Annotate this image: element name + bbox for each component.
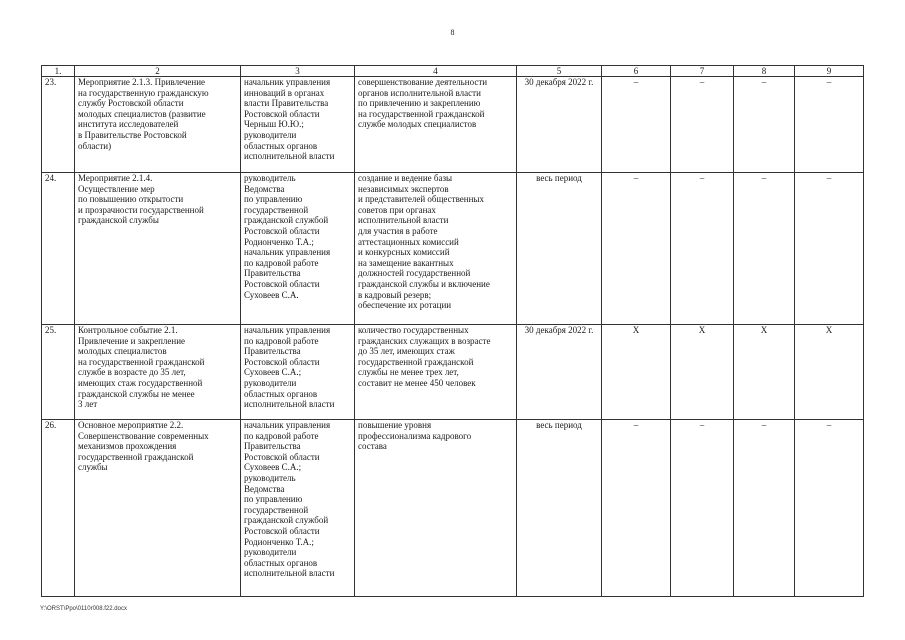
header-cell: 1. <box>42 66 75 77</box>
value-cell: – <box>602 420 671 597</box>
responsible-cell: начальник управления инноваций в органах власти Правительства Ростовской области Черныш Ю.Ю.; руководители областных органов исполнительной власти <box>241 77 355 173</box>
header-cell: 3 <box>241 66 355 77</box>
value-cell: – <box>734 77 795 173</box>
table-row <box>42 77 864 173</box>
file-path-footer: Y:\ORST\Ppo\0110r008.f22.docx <box>40 606 127 612</box>
row-number: 23. <box>42 77 75 173</box>
value-cell: Х <box>671 325 734 420</box>
date-cell: весь период <box>517 173 602 325</box>
value-cell: – <box>795 77 864 173</box>
result-cell: количество государственных гражданских служащих в возрасте до 35 лет, имеющих стаж государственной гражданской службы не менее трех лет, составит не менее 450 человек <box>355 325 517 420</box>
value-cell: – <box>734 420 795 597</box>
value-cell: Х <box>602 325 671 420</box>
responsible-cell: руководитель Ведомства по управлению государственной гражданской службой Ростовской области Родионченко Т.А.; начальник управления по кадровой работе Правительства Ростовской области Суховеев С.А. <box>241 173 355 325</box>
header-cell: 6 <box>602 66 671 77</box>
date-cell: весь период <box>517 420 602 597</box>
row-number: 25. <box>42 325 75 420</box>
table-row <box>42 420 864 597</box>
value-cell: – <box>602 77 671 173</box>
header-cell: 8 <box>734 66 795 77</box>
value-cell: – <box>795 420 864 597</box>
header-cell: 5 <box>517 66 602 77</box>
row-number: 26. <box>42 420 75 597</box>
table-row <box>42 173 864 325</box>
result-cell: повышение уровня профессионализма кадрового состава <box>355 420 517 597</box>
date-cell: 30 декабря 2022 г. <box>517 325 602 420</box>
header-cell: 9 <box>795 66 864 77</box>
event-cell: Мероприятие 2.1.3. Привлечение на государственную гражданскую службу Ростовской области молодых специалистов (развитие института исследователей в Правительстве Ростовской области) <box>75 77 241 173</box>
event-cell: Основное мероприятие 2.2. Совершенствование современных механизмов прохождения государственной гражданской службы <box>75 420 241 597</box>
responsible-cell: начальник управления по кадровой работе Правительства Ростовской области Суховеев С.А.; руководитель Ведомства по управлению государственной гражданской службой Ростовской области Родионченко Т.А.; руководители областных органов исполнительной власти <box>241 420 355 597</box>
value-cell: – <box>671 420 734 597</box>
row-number: 24. <box>42 173 75 325</box>
value-cell: – <box>734 173 795 325</box>
event-cell: Контрольное событие 2.1. Привлечение и закрепление молодых специалистов на государственной гражданской службе в возрасте до 35 лет, имеющих стаж государственной гражданской службы не менее 3 лет <box>75 325 241 420</box>
event-cell: Мероприятие 2.1.4. Осуществление мер по повышению открытости и прозрачности государственной гражданской службы <box>75 173 241 325</box>
value-cell: – <box>602 173 671 325</box>
value-cell: – <box>671 77 734 173</box>
value-cell: – <box>795 173 864 325</box>
header-cell: 4 <box>355 66 517 77</box>
result-cell: совершенствование деятельности органов исполнительной власти по привлечению и закреплению на государственной гражданской службе молодых специалистов <box>355 77 517 173</box>
value-cell: Х <box>734 325 795 420</box>
table-row <box>42 325 864 420</box>
result-cell: создание и ведение базы независимых экспертов и представителей общественных советов при органах исполнительной власти для участия в работе аттестационных комиссий и конкурсных комиссий на замещение вакантных должностей государственной гражданской службы и включение в кадровый резерв; обеспечение их ротации <box>355 173 517 325</box>
page-number: 8 <box>450 28 455 37</box>
responsible-cell: начальник управления по кадровой работе Правительства Ростовской области Суховеев С.А.; руководители областных органов исполнительной власти <box>241 325 355 420</box>
header-cell: 7 <box>671 66 734 77</box>
value-cell: Х <box>795 325 864 420</box>
header-cell: 2 <box>75 66 241 77</box>
plan-table <box>41 65 864 597</box>
date-cell: 30 декабря 2022 г. <box>517 77 602 173</box>
value-cell: – <box>671 173 734 325</box>
header-row <box>42 66 864 77</box>
